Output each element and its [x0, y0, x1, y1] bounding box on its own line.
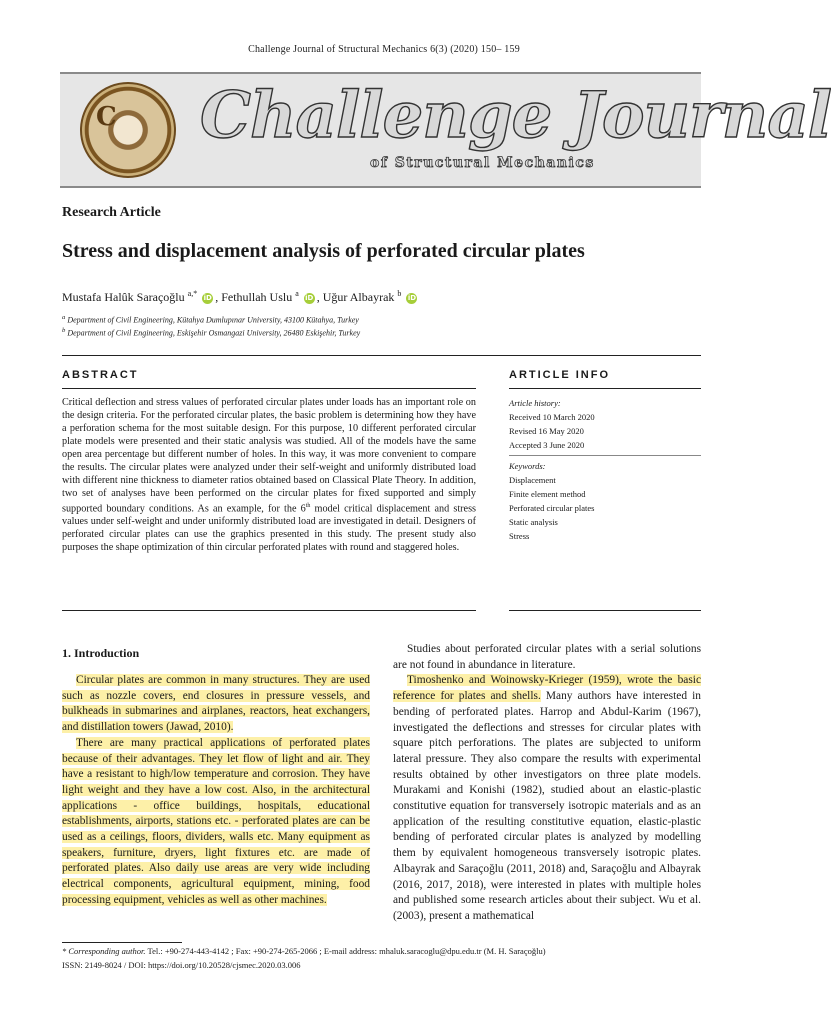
- orcid-icon[interactable]: iD: [305, 293, 314, 302]
- header-divider: [62, 355, 701, 356]
- keyword: Static analysis: [509, 517, 558, 527]
- keyword: Perforated circular plates: [509, 503, 595, 513]
- article-type: Research Article: [62, 205, 161, 220]
- author-name[interactable]: Uğur Albayrak: [322, 290, 395, 304]
- highlight: Timoshenko and Woinowsky-Krieger (1959), wrote the basic reference for plates and shells.: [393, 674, 701, 703]
- journal-banner: [60, 72, 831, 188]
- info-separator: [509, 455, 701, 456]
- abstract-bottom-rule: [62, 610, 476, 611]
- info-bottom-rule: [509, 610, 701, 611]
- section-heading-introduction: 1. Introduction: [62, 646, 140, 660]
- orcid-icon[interactable]: iD: [407, 293, 417, 302]
- left-column: [62, 673, 370, 909]
- article-title: Stress and displacement analysis of perforated circular plates: [62, 240, 585, 262]
- author-sup: a,*: [187, 289, 198, 298]
- paragraph: Timoshenko and Woinowsky-Krieger (1959), wrote the basic reference for plates and shells. Many authors have interested in bending of perforated plates. Harrop and Abdul-Karim (1967), investigated the deflections and stresses for circular plates with square pitch perforations. The plates are subjected to uniform lateral pressure. They also compare the results with experimental results obtained by other investigators on three plate models. Murakami and Konishi (1982), studied about an elastic-plastic constitutive equation for transversely isotropic materials and as an application of the resulting constitutive equation, elastic-plastic bending of perforated circular plates is analyzed by modelling them by equivalent homogeneous transversely isotropic plates. Albayrak and Saraçoğlu (2011, 2018) and, Saraçoğlu and Albayrak (2016, 2017, 2018), were interested in plates with multiple holes and published some research articles about their subject. Wu et al. (2003), present a mathematical: [393, 674, 701, 922]
- keyword: Stress: [509, 531, 530, 541]
- running-head: Challenge Journal of Structural Mechanics 6(3) (2020) 150– 159: [248, 44, 520, 55]
- seal-c-glyph: C: [96, 102, 117, 132]
- keyword: Finite element method: [509, 489, 586, 499]
- orcid-icon[interactable]: iD: [203, 293, 212, 302]
- banner-title: Challenge Journal: [200, 78, 831, 153]
- abstract-heading: ABSTRACT: [62, 369, 139, 381]
- paragraph: [62, 736, 370, 909]
- article-info-rule: [509, 388, 701, 389]
- footnote-rule: [62, 942, 182, 943]
- article-history: Article history: Received 10 March 2020 Revised 16 May 2020 Accepted 3 June 2020: [509, 398, 595, 450]
- keyword: Displacement: [509, 475, 556, 485]
- affiliation-a: $^a$ Department of Civil Engineering, Kütahya Dumlupınar University, 43100 Kütahya, Turkey: [62, 314, 359, 325]
- author-sup: b: [397, 289, 402, 298]
- paragraph: Studies about perforated circular plates with a serial solutions are not found in abundance in literature.: [393, 643, 701, 671]
- corresponding-author-note: * Corresponding author. Tel.: +90-274-443-4142 ; Fax: +90-274-265-2066 ; E-mail address: mhaluk.saracoglu@dpu.edu.tr (M. H. Saraçoğlu): [62, 946, 546, 956]
- author-name[interactable]: Fethullah Uslu: [221, 290, 293, 304]
- issn-doi: ISSN: 2149-8024 / DOI: https://doi.org/10.20528/cjsmec.2020.03.006: [62, 960, 301, 970]
- affiliation-b: $^b$ Department of Civil Engineering, Eskişehir Osmangazi University, 26480 Eskişehir, Turkey: [62, 327, 361, 338]
- author-list: Mustafa Halûk Saraçoğlu $^{a,*}$ iD , Fethullah Uslu $^a$ iD , Uğur Albayrak $^b$ iD: [62, 289, 417, 304]
- paragraph: [62, 673, 370, 736]
- abstract-rule: [62, 388, 476, 389]
- author-sup: a: [295, 289, 299, 298]
- highlight: Circular plates are common in many structures. They are used such as nozzle covers, end closures in pressure vessels, and bulkheads in submarines and airplanes, reactors, heat exchangers, and distillation towers (Jawad, 2010).: [62, 674, 370, 734]
- article-info-heading: ARTICLE INFO: [509, 369, 610, 381]
- journal-seal-logo: [80, 82, 176, 178]
- right-column: [393, 642, 701, 925]
- highlight: There are many practical applications of perforated plates because of their advantages. They let flow of light and air. They have a resistant to high/low temperature and corrosion. They have light weight and they have a low cost. Also, in the architectural applications - office buildings, hospitals, educational establishments, airports, stations etc. - perforated plates are can be used as a ceilings, floors, dividers, walls etc. Many equipment as speakers, furniture, dryers, light fixtures etc. are made of perforated plates. Also daily use areas are very wide including electrical components, agricultural equipment, mining, food processing equipment, vehicles as well as other machines.: [62, 736, 370, 906]
- author-name[interactable]: Mustafa Halûk Saraçoğlu: [62, 290, 185, 304]
- abstract-text: Critical deflection and stress values of perforated circular plates under loads has an important role on the design criteria. For the perforated circular plates, the basic problem is determining how they have a perforation schema for the most suitable design. For this purpose, 10 different perforated circular plate models were presented and their static analysis was studied. All of the models have the same open area percentage but different number of holes. In this way, it was more convenient to compare the results. The circular plates were analyzed under their self-weight and uniformly distributed load with different nine thickness to diameter ratios obtained based on Classical Plate Theory. In addition, two set of analyses have been performed on the circular plates for fixed supported and simply supported boundary conditions. As an example, for the 6th model critical displacement and stress values under self-weight and under uniformly distributed load are investigated in detail. Designers of perforated circular plates can use the graphics presented in this study. The present study also purposes the shape optimization of thin circular perforated plates with round and staggered holes.: [62, 397, 476, 554]
- banner-subtitle: of Structural Mechanics: [370, 155, 595, 171]
- keywords-list: Keywords: Displacement Finite element method Perforated circular plates Static analysis Stress: [509, 461, 595, 541]
